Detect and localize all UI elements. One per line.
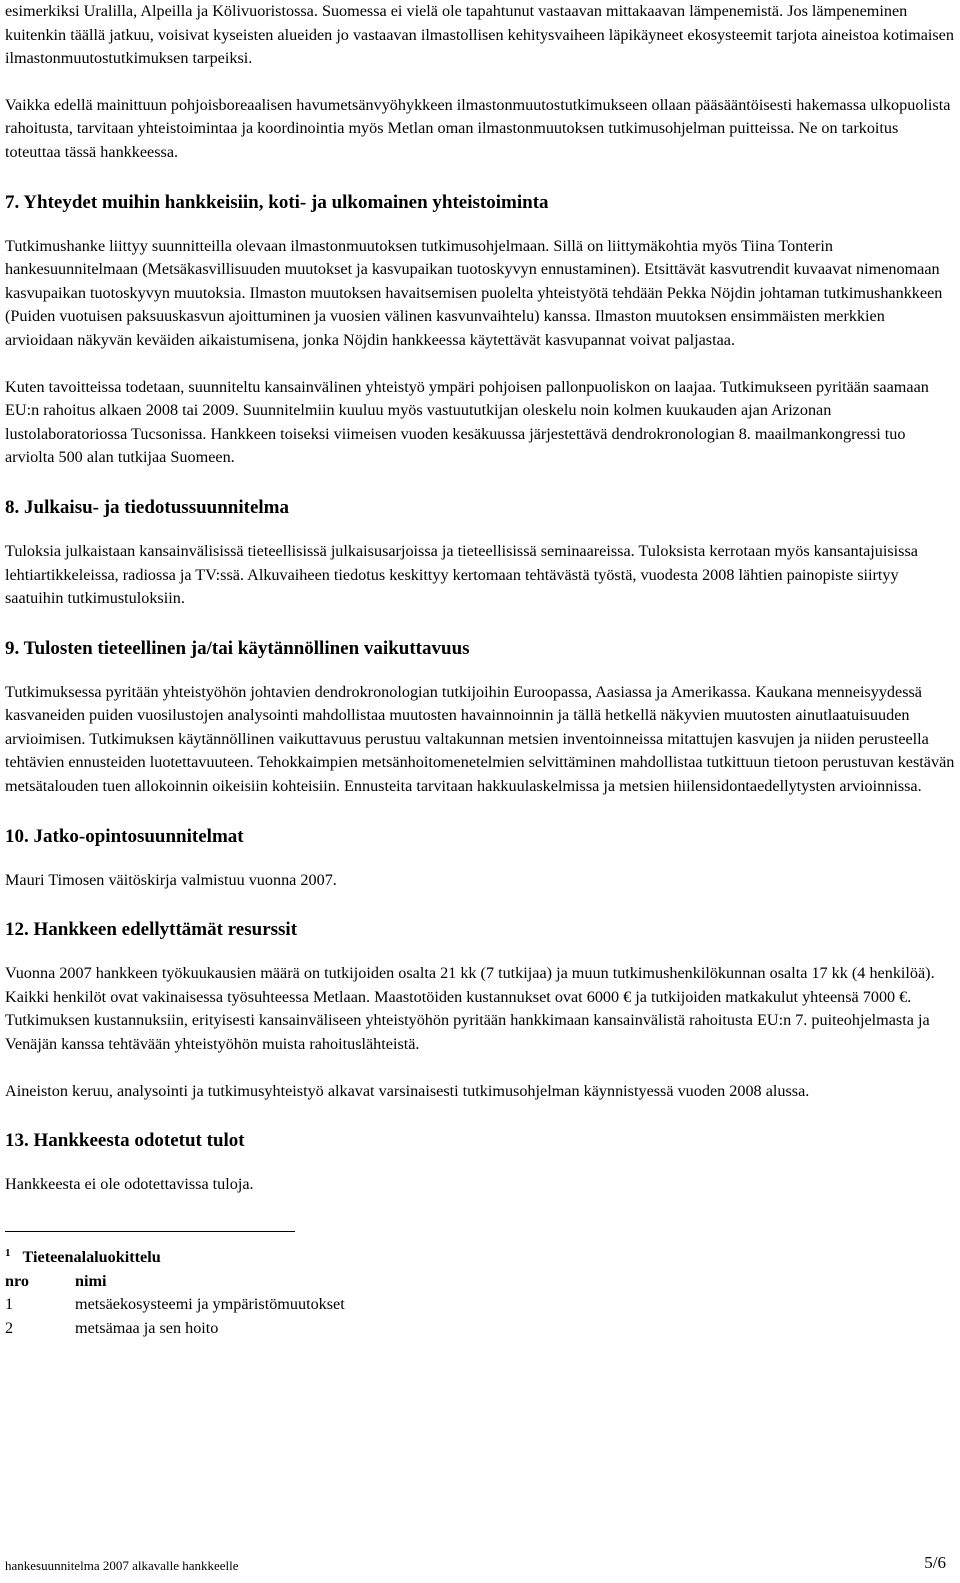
spacer [5, 892, 955, 918]
section-13-heading: 13. Hankkeesta odotetut tulot [5, 1130, 245, 1152]
spacer [5, 353, 955, 376]
footnote-row [5, 1317, 345, 1341]
section-7-paragraph-1: Tutkimushanke liittyy suunnitteilla olevaan ilmastonmuutoksen tutkimusohjelmaan. Sillä on liittymäkohtia myös Tiina Tonterin hankesuunnitelmaan (Metsäkasvillisuuden muutokset ja kasvupaikan tuotoskyvyn ennustaminen). Etsittävät kasvutrendit kuvaavat nimenomaan kasvupaikan tuotoskyvyn muutoksia. Ilmaston muutoksen havaitsemisen puolelta yhteistyötä tehdään Pekka Nöjdin johtaman tutkimushankkeen (Puiden vuotuisen paksuuskasvun ajoittuminen ja vuosien välinen kasvunvaihtelu) kanssa. Ilmaston muutoksen ensimmäisten merkkien arvioidaan näkyvän keväiden aikaistumisena, jonka Nöjdin hankkeessa käytettävät kasvupannat voivat paljastaa. [5, 236, 943, 349]
footnote-mark: 1 [5, 1246, 11, 1259]
footnote-title-row [5, 1242, 345, 1270]
footer-page-number: 5/6 [924, 1553, 946, 1572]
spacer [5, 1153, 955, 1173]
spacer [5, 799, 955, 825]
intro-paragraph-2: Vaikka edellä mainittuun pohjoisboreaalisen havumetsänvyöhykkeen ilmastonmuutostutkimukseen ollaan pääsääntöisesti hakemassa ulkopuolista rahoitusta, tarvitaan yhteistoimintaa ja koordinointia myös Metlan oman ilmastonmuutoksen tutkimusohjelman puitteissa. Ne on tarkoitus toteuttaa tässä hankkeessa. [5, 95, 951, 161]
spacer [5, 165, 955, 191]
footnote-table [5, 1242, 345, 1341]
document-page [5, 0, 955, 1341]
spacer [5, 661, 955, 681]
spacer [5, 1232, 955, 1242]
spacer [5, 71, 955, 94]
section-12-paragraph-1: Vuonna 2007 hankkeen työkuukausien määrä on tutkijoiden osalta 21 kk (7 tutkijaa) ja muun tutkimushenkilökunnan osalta 17 kk (4 henkilöä). Kaikki henkilöt ovat vakinaisessa työsuhteessa Metlaan. Maastotöiden kustannukset ovat 6000 € ja tutkijoiden matkakulut yhteensä 7000 €. Tutkimuksen kustannuksiin, erityisesti kansainväliseen yhteistyöhön pyritään hankkimaan kansainvälistä rahoitusta EU:n 7. puiteohjelmasta ja Venäjän kanssa tehtävään yhteistyöhön muista rahoituslähteistä. [5, 964, 935, 1054]
footnote-header-row [5, 1270, 345, 1294]
section-8-heading: 8. Julkaisu- ja tiedotussuunnitelma [5, 496, 290, 518]
footnote-col-nimi: nimi [75, 1271, 107, 1290]
spacer [5, 849, 955, 869]
footnote-row-nimi: metsämaa ja sen hoito [75, 1318, 219, 1337]
footnote-title: Tieteenalaluokittelu [22, 1248, 161, 1267]
spacer [5, 611, 955, 637]
spacer [5, 215, 955, 235]
section-9-paragraph-1: Tutkimuksessa pyritään yhteistyöhön johtavien dendrokronologian tutkijoihin Euroopassa, Aasiassa ja Amerikassa. Kaukana menneisyydessä kasvaneiden puiden vuosilustojen analysointi mahdollistaa muutosten havainnoinnin ja tällä hetkellä näkyvien muutosten ainutlaatuisuuden arvioimisen. Tutkimuksen käytännöllinen vaikuttavuus perustuu valtakunnan metsien inventoinneissa mitattujen kasvujen ja niiden perusteella tehtävien ennusteiden luotettavuuteen. Tehokkaimpien metsänhoitomenetelmien selvittäminen mahdollistaa tutkittuun tietoon perustuvan kestävän metsätalouden tuen allokoinnin oikeisiin kohteisiin. Ennusteita tarvitaan hakkuulaskelmissa ja metsien hiilensidontaedellytysten arvioinnissa. [5, 682, 955, 796]
footer-document-name: hankesuunnitelma 2007 alkavalle hankkeelle [5, 1558, 239, 1573]
section-13-paragraph-1: Hankkeesta ei ole odotettavissa tuloja. [5, 1175, 254, 1194]
spacer [5, 1057, 955, 1080]
footnote-row-nimi: metsäekosysteemi ja ympäristömuutokset [75, 1295, 345, 1314]
intro-paragraph-1: esimerkiksi Uralilla, Alpeilla ja Kölivuoristossa. Suomessa ei vielä ole tapahtunut vastaavan mittakaavan lämpenemistä. Jos lämpeneminen kuitenkin täällä jatkuu, voisivat kyseisten alueiden jo vastaavan ilmastollisen kehitysvaiheen läpikäyneet ekosysteemit tarjota aineistoa kotimaisen ilmastonmuutostutkimuksen tarpeiksi. [5, 2, 954, 68]
section-12-heading: 12. Hankkeen edellyttämät resurssit [5, 919, 298, 941]
spacer [5, 470, 955, 496]
section-8-paragraph-1: Tuloksia julkaistaan kansainvälisissä tieteellisissä julkaisusarjoissa ja tieteellisissä seminaareissa. Tuloksista kerrotaan myös kansantajuisissa lehtiartikkeleissa, radiossa ja TV:ssä. Alkuvaiheen tiedotus keskittyy kertomaan tehtävästä työstä, vuodesta 2008 lähtien painopiste siirtyy saatuihin tutkimustuloksiin. [5, 541, 918, 608]
section-9-heading: 9. Tulosten tieteellinen ja/tai käytännöllinen vaikuttavuus [5, 637, 470, 659]
section-10-heading: 10. Jatko-opintosuunnitelmat [5, 825, 244, 847]
spacer [5, 1197, 955, 1231]
footnote-row-nro: 1 [5, 1295, 14, 1314]
section-10-paragraph-1: Mauri Timosen väitöskirja valmistuu vuonna 2007. [5, 870, 337, 889]
section-7-heading: 7. Yhteydet muihin hankkeisiin, koti- ja ulkomainen yhteistoiminta [5, 191, 549, 213]
section-12-paragraph-2: Aineiston keruu, analysointi ja tutkimusyhteistyö alkavat varsinaisesti tutkimusohjelman käynnistyessä vuoden 2008 alussa. [5, 1081, 810, 1100]
footnote-row [5, 1293, 345, 1317]
spacer [5, 942, 955, 962]
spacer [5, 1103, 955, 1129]
section-7-paragraph-2: Kuten tavoitteissa todetaan, suunniteltu kansainvälinen yhteistyö ympäri pohjoisen pallonpuoliskon on laajaa. Tutkimukseen pyritään saamaan EU:n rahoitus alkaen 2008 tai 2009. Suunnitelmiin kuuluu myös vastuututkijan oleskelu noin kolmen kuukauden ajan Arizonan lustolaboratoriossa Tucsonissa. Hankkeen toiseksi viimeisen vuoden kesäkuussa järjestettävä dendrokronologian 8. maailmankongressi tuo arviolta 500 alan tutkijaa Suomeen. [5, 377, 929, 467]
spacer [5, 520, 955, 540]
footnote-row-nro: 2 [5, 1318, 14, 1337]
footnote-col-nro: nro [5, 1271, 29, 1290]
